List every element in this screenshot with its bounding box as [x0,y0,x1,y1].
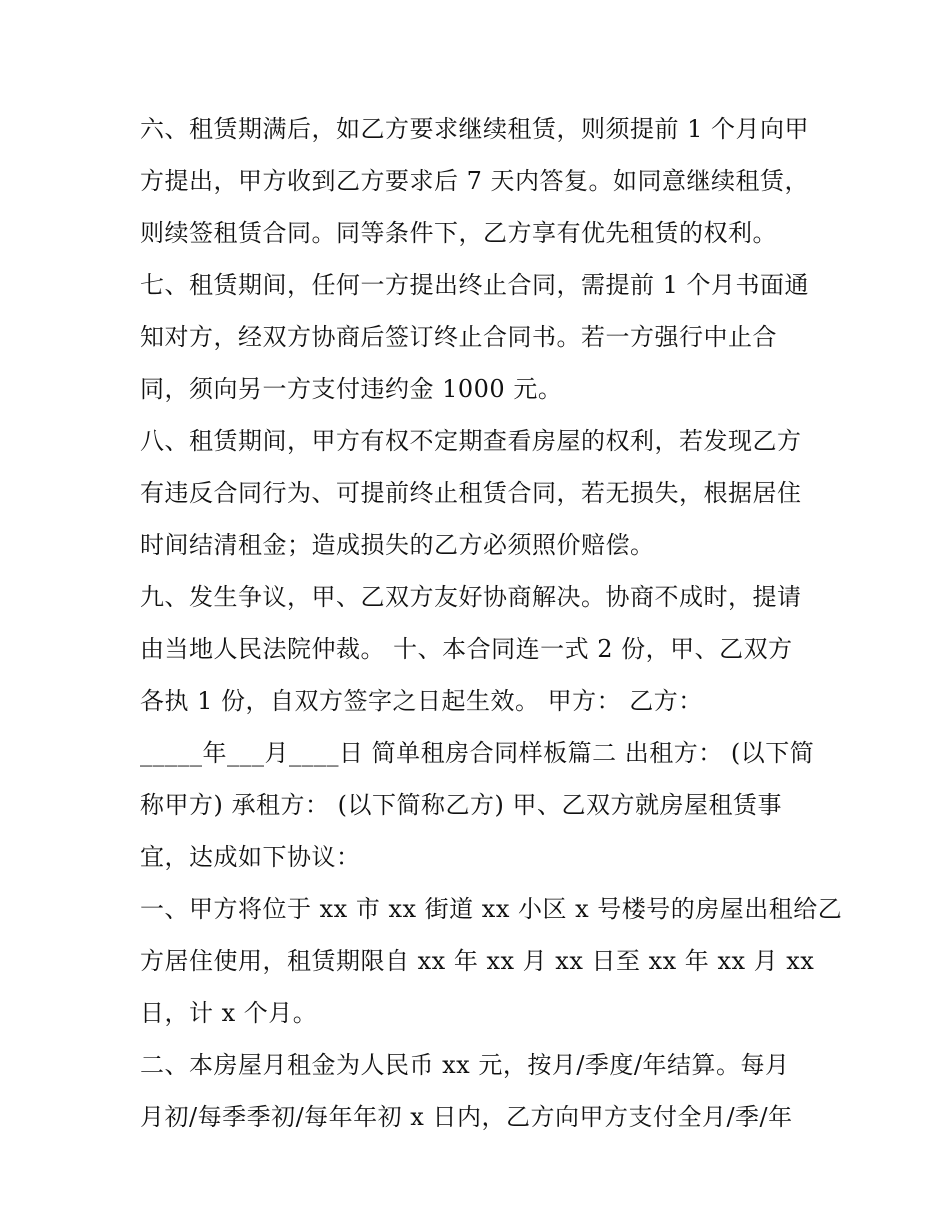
text-line: 九、发生争议，甲、乙双方友好协商解决。协商不成时，提请 [140,583,802,611]
text-line: 各执 1 份，自双方签字之日起生效。 甲方： 乙方： [140,687,703,715]
text-line: 知对方，经双方协商后签订终止合同书。若一方强行中止合 [140,323,777,351]
text-line: 则续签租赁合同。同等条件下，乙方享有优先租赁的权利。 [140,219,777,247]
text-line: 同，须向另一方支付违约金 1000 元。 [140,375,563,403]
text-line: 六、租赁期满后，如乙方要求继续租赁，则须提前 1 个月向甲 [140,115,810,143]
text-line: 七、租赁期间，任何一方提出终止合同，需提前 1 个月书面通 [140,271,810,299]
text-line: _____年___月____日 简单租房合同样板篇二 出租方： (以下简 [140,739,815,767]
text-line: 由当地人民法院仲裁。 十、本合同连一式 2 份，甲、乙双方 [140,635,793,663]
text-line: 宜，达成如下协议： [140,843,361,871]
text-line: 称甲方) 承租方： (以下简称乙方) 甲、乙双方就房屋租赁事 [140,791,782,819]
text-line: 一、甲方将位于 xx 市 xx 街道 xx 小区 x 号楼号的房屋出租给乙 [140,895,843,923]
document-body [140,103,843,1143]
text-line: 二、本房屋月租金为人民币 xx 元，按月/季度/年结算。每月 [140,1051,790,1079]
text-line: 日，计 x 个月。 [140,999,318,1027]
text-line: 时间结清租金；造成损失的乙方必须照价赔偿。 [140,531,655,559]
text-line: 八、租赁期间，甲方有权不定期查看房屋的权利，若发现乙方 [140,427,802,455]
text-line: 方居住使用，租赁期限自 xx 年 xx 月 xx 日至 xx 年 xx 月 xx [140,947,815,975]
text-line: 月初/每季季初/每年年初 x 日内，乙方向甲方支付全月/季/年 [140,1103,793,1131]
text-line: 有违反合同行为、可提前终止租赁合同，若无损失，根据居住 [140,479,802,507]
text-line: 方提出，甲方收到乙方要求后 7 天内答复。如同意继续租赁， [140,167,810,195]
